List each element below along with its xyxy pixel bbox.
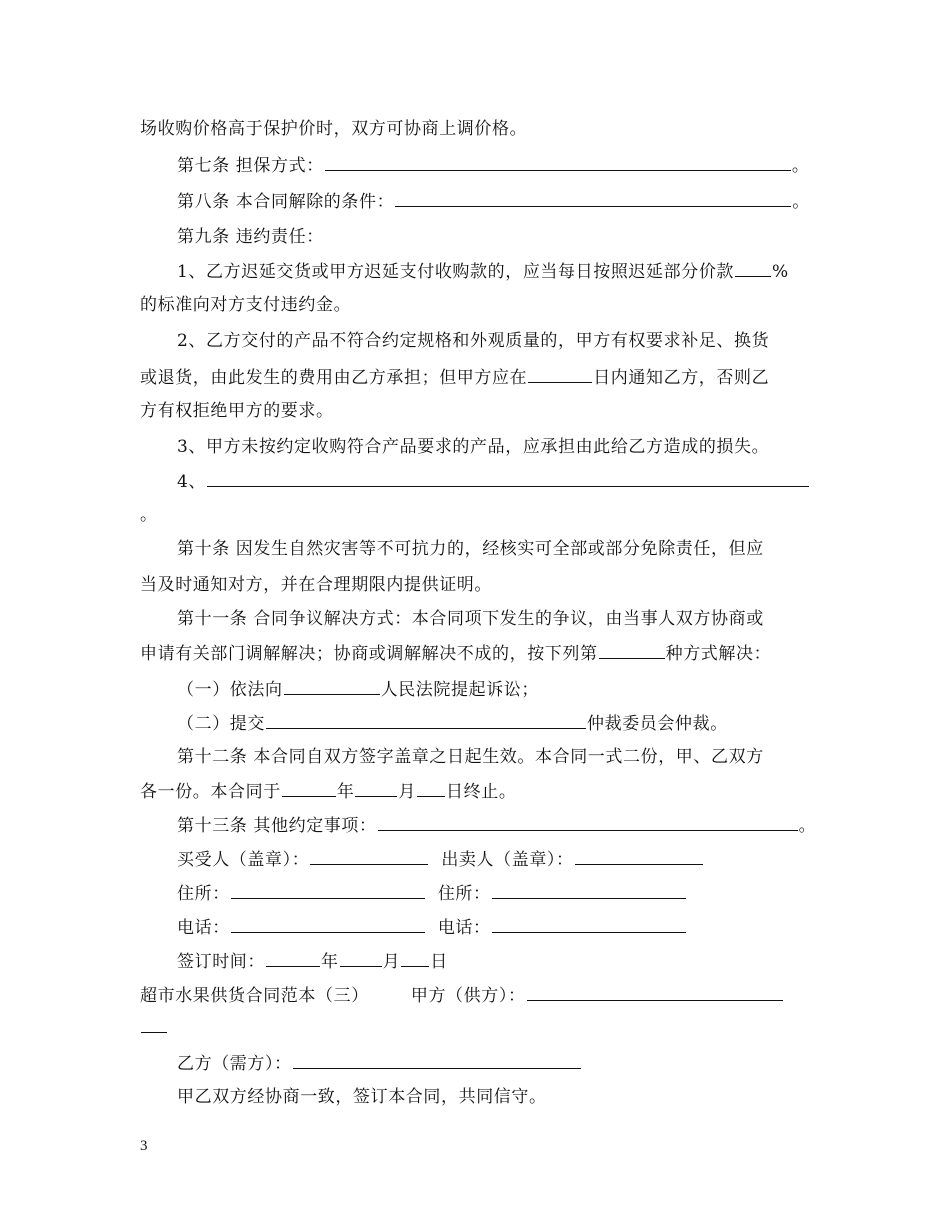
blank-field [284,678,380,695]
paragraph-line: 方有权拒绝甲方的要求。 [140,401,334,421]
blank-field [528,366,592,383]
paragraph-line: 各一份。本合同于 年 月 日终止。 [140,782,517,802]
phone-line: 电话： 电话： [177,916,687,939]
blank-field [282,780,336,797]
paragraph-line: 申请有关部门调解解决；协商或调解解决不成的，按下列第 种方式解决： [140,644,772,664]
party-b-line: 乙方（需方）： [177,1052,582,1075]
blank-field [266,712,586,729]
paragraph-line: （二）提交 仲裁委员会仲裁。 [177,714,728,734]
article-8-line: 第八条 本合同解除的条件： 。 [177,192,810,212]
sign-date-line: 签订时间： 年 月 日 [177,952,448,972]
blank-field [492,916,686,933]
blank-field [735,260,771,277]
signature-line: 买受人（盖章）： 出卖人（盖章）： [177,848,704,871]
paragraph-line: 当及时通知对方，并在合理期限内提供证明。 [140,575,492,595]
blank-field [266,950,320,967]
blank-field [378,814,798,831]
blank-field [417,780,445,797]
article-9-heading: 第九条 违约责任： [177,227,324,247]
blank-field [207,470,809,487]
paragraph-line: 甲乙双方经协商一致，签订本合同，共同信守。 [177,1087,547,1107]
blank-field [527,984,783,1001]
paragraph-line: 2、乙方交付的产品不符合约定规格和外观质量的，甲方有权要求补足、换货 [177,331,770,351]
blank-field [231,916,425,933]
article-11-line: 第十一条 合同争议解决方式：本合同项下发生的争议，由当事人双方协商或 [177,609,764,629]
blank-field [599,642,665,659]
blank-continuation [140,1016,168,1039]
blank-field [395,190,791,207]
blank-field [141,1016,167,1033]
section-title-line: 超市水果供货合同范本（三） 甲方（供方）： [140,984,784,1007]
paragraph-line: 或退货，由此发生的费用由乙方承担；但甲方应在 日内通知乙方，否则乙 [140,368,770,388]
blank-field [401,950,429,967]
article-7-line: 第七条 担保方式： 。 [177,156,810,176]
article-10-line: 第十条 因发生自然灾害等不可抗力的，经核实可全部或部分免除责任，但应 [177,539,764,559]
article-13-line: 第十三条 其他约定事项： 。 [177,816,817,836]
blank-field [340,950,382,967]
blank-field [492,882,686,899]
blank-field [575,848,703,865]
paragraph-line: 。 [140,505,158,525]
blank-field [310,848,428,865]
paragraph-line: 1、乙方迟延交货或甲方迟延支付收购款的，应当每日按照迟延部分价款 % [177,262,789,282]
paragraph-line: 场收购价格高于保护价时，双方可协商上调价格。 [140,119,528,139]
blank-field [325,154,791,171]
address-line: 住所： 住所： [177,882,687,905]
paragraph-line: 3、甲方未按约定收购符合产品要求的产品，应承担由此给乙方造成的损失。 [177,437,770,457]
page-number: 3 [140,1138,149,1154]
article-12-line: 第十二条 本合同自双方签字盖章之日起生效。本合同一式二份，甲、乙双方 [177,747,764,767]
paragraph-line: 的标准向对方支付违约金。 [140,295,352,315]
paragraph-line: 4、 [177,470,810,493]
paragraph-line: （一）依法向 人民法院提起诉讼； [177,680,540,700]
blank-field [355,780,397,797]
blank-field [231,882,425,899]
blank-field [293,1052,581,1069]
